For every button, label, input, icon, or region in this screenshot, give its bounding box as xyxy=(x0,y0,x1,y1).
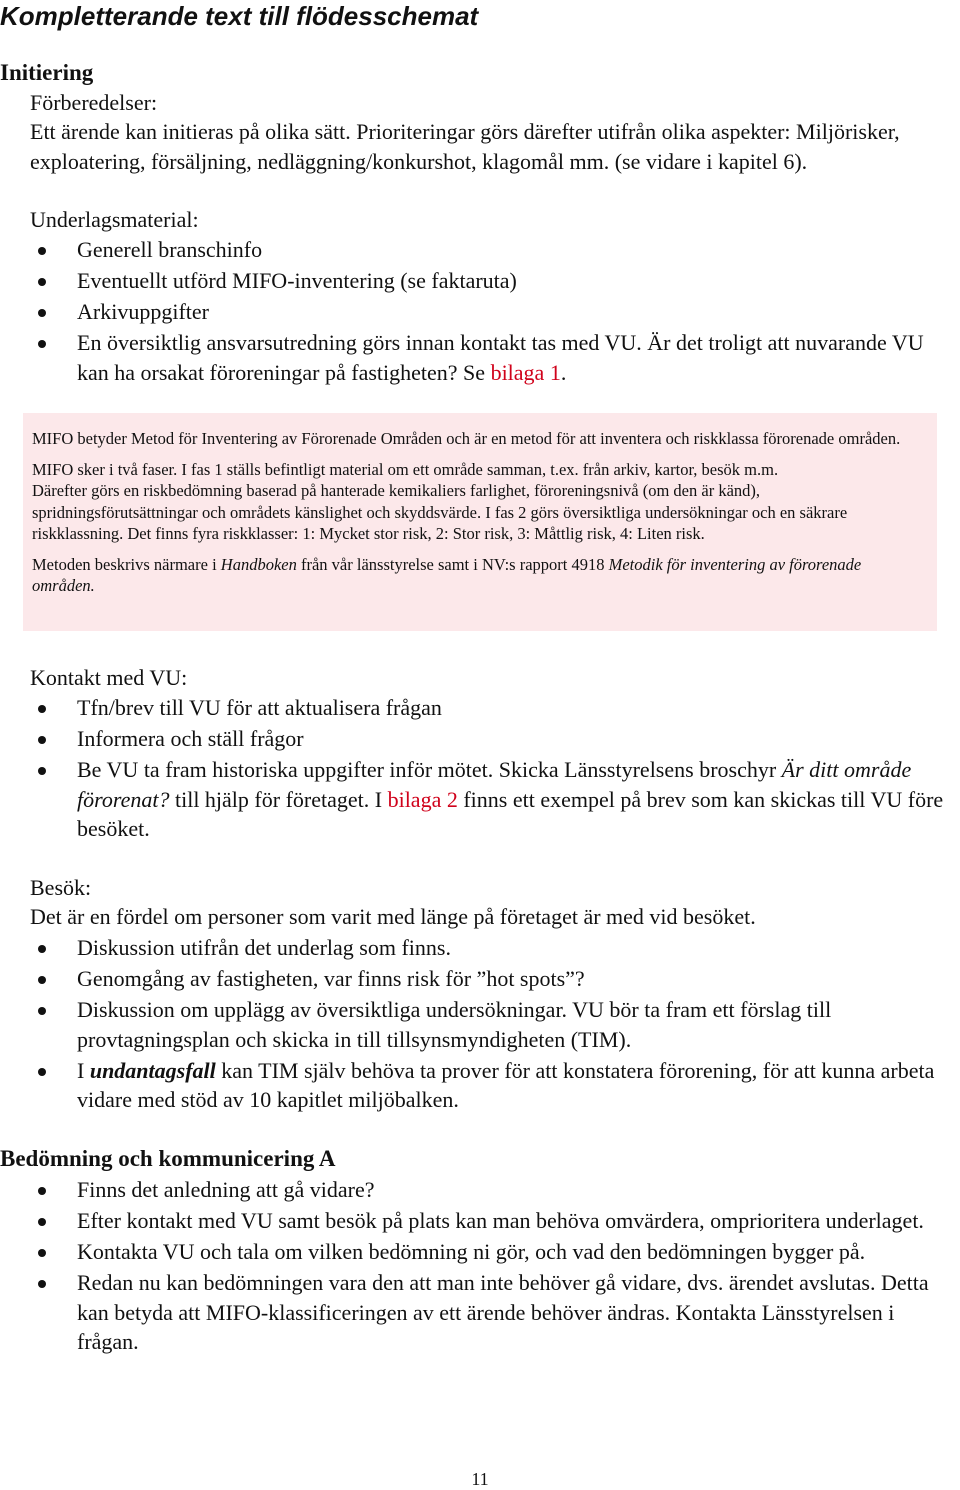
kontakt-label: Kontakt med VU: xyxy=(30,665,188,690)
section-heading-initiering: Initiering xyxy=(0,60,94,85)
list-item xyxy=(30,724,960,754)
list-item-text: Diskussion utifrån det underlag som finns. xyxy=(77,935,451,960)
bullet-icon xyxy=(38,976,46,984)
bullet-icon xyxy=(38,1280,46,1288)
metodik-title: Metodik för inventering av förorenade områden. xyxy=(32,554,862,595)
kontakt-list xyxy=(30,693,960,845)
list-item xyxy=(30,1175,960,1205)
list-item-text: . xyxy=(560,359,567,385)
besok-intro: Det är en fördel om personer som varit med länge på företaget är med vid besöket. xyxy=(30,904,756,929)
section-heading-bedomning: Bedömning och kommunicering A xyxy=(0,1146,336,1171)
list-item-text: Redan nu kan bedömningen vara den att man inte behöver gå vidare, dvs. ärendet avslutas. Detta kan betyda att MIFO-klassificeringen av ett ärende behöver ändras. Kontakta Länsstyrelsen i frågan. xyxy=(77,1270,929,1354)
besok-label: Besök: xyxy=(30,875,92,900)
besok-list xyxy=(30,933,960,1116)
bullet-icon xyxy=(38,1187,46,1195)
bullet-icon xyxy=(38,247,46,255)
list-item-text: Finns det anledning att gå vidare? xyxy=(77,1177,375,1202)
list-item xyxy=(30,693,960,723)
list-item-text: Tfn/brev till VU för att aktualisera frågan xyxy=(77,695,442,720)
bullet-icon xyxy=(38,340,46,348)
list-item xyxy=(30,964,960,994)
bullet-icon xyxy=(38,309,46,317)
list-item xyxy=(30,328,960,387)
page-title: Kompletterande text till flödesschemat xyxy=(0,1,479,31)
page-number: 11 xyxy=(471,1469,489,1489)
list-item xyxy=(30,1268,960,1357)
bilaga-1-link[interactable]: bilaga 1 xyxy=(490,359,561,385)
list-item-text: En översiktlig ansvarsutredning görs innan kontakt tas med VU. Är det troligt att nuvarande VU kan ha orsakat föroreningar på fastigheten? Se xyxy=(77,330,924,385)
factbox-paragraph: MIFO betyder Metod för Inventering av Förorenade Områden och är en metod för att inventera och riskklassa förorenade områden. xyxy=(32,429,901,448)
list-item-text: Kontakta VU och tala om vilken bedömning ni gör, och vad den bedömningen bygger på. xyxy=(77,1239,866,1264)
bedomning-list xyxy=(30,1175,960,1358)
list-item-text: Generell branschinfo xyxy=(77,237,263,262)
bullet-icon xyxy=(38,1007,46,1015)
broschyr-title: Är ditt område förorenat? xyxy=(77,757,912,812)
list-item-text: Diskussion om upplägg av översiktliga undersökningar. VU bör ta fram ett förslag till provtagningsplan och skicka in till tillsynsmyndigheten (TIM). xyxy=(77,997,832,1052)
list-item-text: Eventuellt utförd MIFO-inventering (se faktaruta) xyxy=(77,268,517,293)
forberedelser-label: Förberedelser: xyxy=(30,90,158,115)
factbox-paragraph: MIFO sker i två faser. I fas 1 ställs befintligt material om ett område samman, t.ex. från arkiv, kartor, besök m.m. xyxy=(32,459,779,479)
list-item-text: Informera och ställ frågor xyxy=(77,726,304,751)
list-item-text: Genomgång av fastigheten, var finns risk för ”hot spots”? xyxy=(77,966,585,991)
emphasis-text: undantagsfall xyxy=(89,1057,216,1083)
bullet-icon xyxy=(38,1068,46,1076)
bullet-icon xyxy=(38,1249,46,1257)
factbox-paragraph: Metoden beskrivs närmare i Handboken från vår länsstyrelse samt i NV:s rapport 4918 Metodik för inventering av förorenade områden. xyxy=(32,554,862,595)
list-item-text: I xyxy=(77,1057,90,1083)
list-item-text: Be VU ta fram historiska uppgifter inför mötet. Skicka Länsstyrelsens broschyr xyxy=(77,757,782,782)
list-item-text: Arkivuppgifter xyxy=(77,299,209,324)
list-item: I undantagsfall kan TIM själv behöva ta prover för att konstatera förorening, för att kunna arbeta vidare med stöd av 10 kapitlet miljöbalken. xyxy=(30,1056,960,1115)
bullet-icon xyxy=(38,767,46,775)
bullet-icon xyxy=(38,945,46,953)
list-item xyxy=(30,933,960,963)
list-item xyxy=(30,297,960,327)
list-item xyxy=(30,235,960,265)
bullet-icon xyxy=(38,705,46,713)
bullet-icon xyxy=(38,278,46,286)
bullet-icon xyxy=(38,1218,46,1226)
forberedelser-text: Ett ärende kan initieras på olika sätt. Prioriteringar görs därefter utifrån olika aspekter: Miljörisker, exploatering, försäljning, nedläggning/konkurshot, klagomål mm. (se vidare i kapitel 6). xyxy=(30,119,900,174)
underlag-label: Underlagsmaterial: xyxy=(30,207,199,232)
underlag-list xyxy=(30,235,960,389)
handboken-title: Handboken xyxy=(220,554,297,574)
bilaga-2-link[interactable]: bilaga 2 xyxy=(387,786,458,812)
mifo-factbox xyxy=(23,413,937,631)
factbox-paragraph: Därefter görs en riskbedömning baserad på hanterade kemikaliers farlighet, föroreningsnivå (om den är känd), spridningsförutsättningar och områdets känslighet och skyddsvärde. I fas 2 görs översiktliga undersökningar och en säkrare riskklassning. Det finns fyra riskklasser: 1: Mycket stor risk, 2: Stor risk, 3: Måttlig risk, 4: Liten risk. xyxy=(32,481,848,543)
list-item xyxy=(30,1206,960,1236)
list-item-text: Efter kontakt med VU samt besök på plats kan man behöva omvärdera, omprioritera underlaget. xyxy=(77,1208,924,1233)
list-item xyxy=(30,995,960,1054)
list-item: Be VU ta fram historiska uppgifter inför mötet. Skicka Länsstyrelsens broschyr Är ditt område förorenat? till hjälp för företaget. I bilaga 2 finns ett exempel på brev som kan skickas till VU före besöket. xyxy=(30,755,960,844)
bullet-icon xyxy=(38,736,46,744)
list-item xyxy=(30,1237,960,1267)
list-item xyxy=(30,266,960,296)
